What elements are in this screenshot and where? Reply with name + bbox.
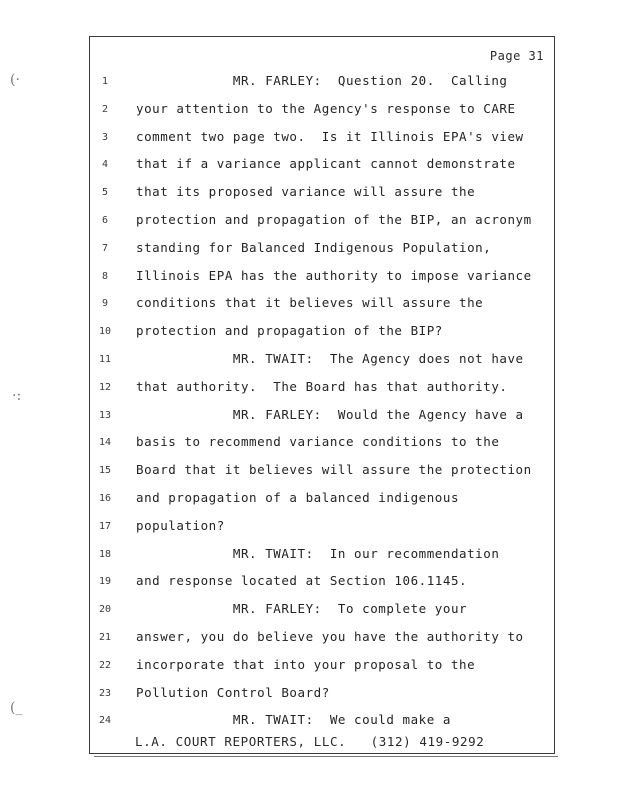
- line-number: 15: [98, 465, 112, 477]
- transcript-line: [90, 490, 554, 510]
- transcript-line: [90, 101, 554, 121]
- line-number: 9: [101, 298, 109, 310]
- transcript-line: [90, 379, 554, 399]
- line-text: basis to recommend variance conditions to the: [136, 434, 500, 450]
- line-text: that its proposed variance will assure the: [136, 184, 476, 200]
- transcript-line: [90, 685, 554, 705]
- line-text: MR. TWAIT: The Agency does not have: [136, 351, 524, 366]
- line-text: that if a variance applicant cannot demonstrate: [136, 156, 516, 172]
- line-number: 14: [98, 437, 112, 449]
- transcript-line: [90, 156, 554, 176]
- line-text: protection and propagation of the BIP?: [136, 323, 443, 339]
- line-text: MR. TWAIT: In our recommendation: [136, 545, 500, 561]
- line-number: 16: [98, 493, 112, 504]
- line-number: 4: [101, 159, 109, 171]
- line-text: standing for Balanced Indigenous Population,: [136, 239, 492, 255]
- margin-mark-bottom: (_: [10, 700, 23, 716]
- transcript-line: [90, 295, 554, 315]
- transcript-line: [90, 518, 554, 538]
- line-text: MR. FARLEY: To complete your: [136, 601, 468, 617]
- transcript-line: [90, 240, 554, 260]
- line-number: 6: [101, 215, 109, 226]
- line-number: 3: [101, 131, 109, 143]
- transcript-line: [90, 212, 554, 232]
- line-text: conditions that it believes will assure the: [136, 295, 484, 311]
- margin-mark-middle: ·:: [12, 388, 22, 404]
- transcript-line: [90, 573, 554, 593]
- transcript-line: [90, 546, 554, 566]
- line-number: 22: [98, 659, 112, 671]
- line-number: 5: [101, 187, 109, 199]
- line-number: 11: [98, 354, 112, 365]
- line-number: 1: [101, 76, 109, 87]
- line-text: your attention to the Agency's response to CARE: [136, 100, 516, 116]
- line-text: Pollution Control Board?: [136, 684, 330, 700]
- line-number: 18: [98, 548, 112, 560]
- line-number: 20: [98, 604, 112, 616]
- transcript-line: [90, 657, 554, 677]
- line-text: that authority. The Board has that authority.: [136, 378, 508, 394]
- line-text: MR. FARLEY: Would the Agency have a: [136, 406, 524, 422]
- transcript-line: [90, 268, 554, 288]
- line-text: population?: [136, 517, 225, 533]
- line-text: MR. TWAIT: We could make a: [136, 712, 451, 728]
- transcript-line: [90, 629, 554, 649]
- line-number: 19: [98, 576, 112, 588]
- transcript-page: [89, 36, 555, 754]
- line-text: protection and propagation of the BIP, an acronym: [136, 212, 532, 227]
- line-number: 12: [98, 381, 112, 393]
- page-number: Page 31: [489, 49, 544, 63]
- transcript-line: [90, 601, 554, 621]
- line-text: and propagation of a balanced indigenous: [136, 490, 460, 505]
- line-text: Board that it believes will assure the protection: [136, 462, 532, 478]
- line-text: Illinois EPA has the authority to impose variance: [136, 267, 532, 283]
- line-number: 10: [98, 326, 112, 338]
- transcript-line: [90, 407, 554, 427]
- line-number: 8: [101, 270, 109, 282]
- transcript-line: [90, 434, 554, 454]
- line-number: 7: [101, 242, 109, 254]
- transcript-line: [90, 712, 554, 732]
- line-text: answer, you do believe you have the authority to: [136, 629, 524, 644]
- line-text: and response located at Section 106.1145.: [136, 573, 468, 589]
- transcript-line: [90, 323, 554, 343]
- transcript-line: [90, 129, 554, 149]
- transcript-line: [90, 73, 554, 93]
- line-text: MR. FARLEY: Question 20. Calling: [136, 73, 508, 88]
- transcript-line: [90, 462, 554, 482]
- line-number: 2: [101, 103, 109, 115]
- transcript-line: [90, 184, 554, 204]
- line-text: incorporate that into your proposal to the: [136, 656, 476, 672]
- transcript-line: [90, 351, 554, 371]
- line-text: comment two page two. Is it Illinois EPA's view: [136, 128, 524, 144]
- line-number: 23: [98, 687, 112, 699]
- margin-mark-top: (·: [10, 72, 20, 88]
- line-number: 21: [98, 632, 112, 643]
- line-number: 13: [98, 409, 112, 421]
- court-reporter-footer: L.A. COURT REPORTERS, LLC. (312) 419-9292: [135, 734, 485, 749]
- line-number: 17: [98, 520, 112, 532]
- line-number: 24: [98, 715, 112, 727]
